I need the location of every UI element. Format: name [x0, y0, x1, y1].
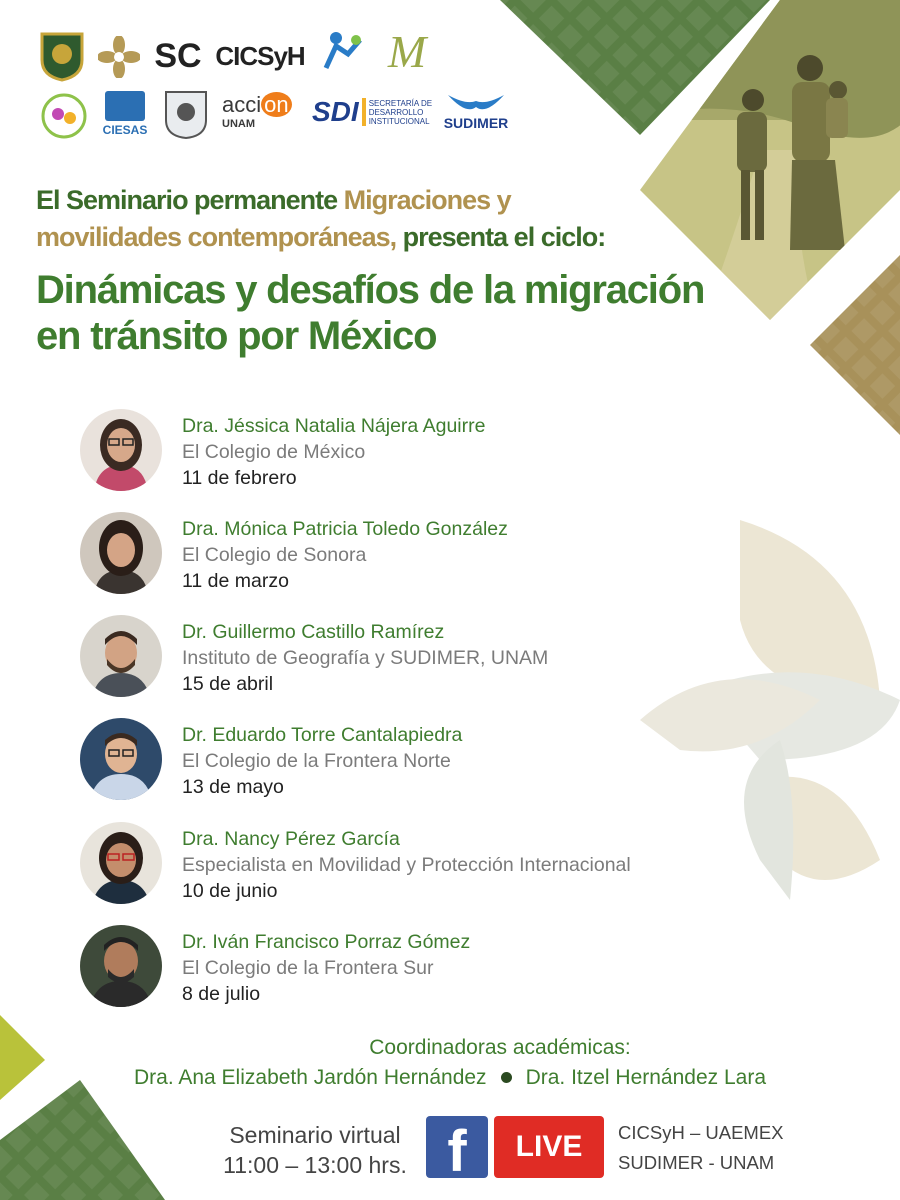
speaker-item: [80, 615, 720, 701]
speaker-name: Dr. Guillermo Castillo Ramírez: [182, 621, 445, 643]
speaker-item: [80, 822, 720, 908]
session-time: 11:00 – 13:00 hrs.: [223, 1152, 407, 1178]
sdi-sub-3: INSTITUCIONAL: [368, 116, 430, 126]
speaker-item: [80, 512, 720, 598]
speaker-institution: El Colegio de México: [182, 441, 366, 463]
speaker-photo: [80, 409, 162, 491]
speaker-institution: El Colegio de la Frontera Norte: [182, 750, 451, 772]
sdi-bar-icon: [362, 98, 366, 126]
speaker-date: 11 de febrero: [182, 467, 297, 489]
speaker-date: 8 de julio: [182, 983, 261, 1005]
ciesas-logo: [102, 88, 148, 140]
headline-migraciones: Migraciones y: [343, 185, 511, 215]
cycle-title-line-1: Dinámicas y desafíos de la migración: [36, 268, 705, 312]
procesos-sociales-logo: [316, 28, 370, 78]
speaker-photo: [80, 615, 162, 697]
person-portrait-icon: [80, 718, 162, 800]
bullet-icon: [501, 1072, 512, 1083]
speaker-photo: [80, 512, 162, 594]
network-circle-icon: [40, 92, 88, 140]
speaker-photo: [80, 822, 162, 904]
speaker-institution: El Colegio de Sonora: [182, 544, 367, 566]
coordinators-title: Coordinadoras académicas:: [369, 1036, 631, 1059]
speaker-institution: El Colegio de la Frontera Sur: [182, 957, 434, 979]
accion-on-text: on: [261, 92, 291, 117]
speaker-name: Dra. Nancy Pérez García: [182, 828, 400, 850]
speaker-name: Dra. Mónica Patricia Toledo González: [182, 518, 508, 540]
person-portrait-icon: [80, 409, 162, 491]
sudimer-text: SUDIMER: [443, 115, 509, 131]
speaker-photo: [80, 925, 162, 1007]
headline-seminario: El Seminario permanente: [36, 185, 344, 215]
unam-logo: [162, 88, 210, 140]
speaker-date: 10 de junio: [182, 880, 278, 902]
ciesas-label: CIESAS: [102, 123, 148, 137]
session-info: [220, 1120, 410, 1180]
headline-movilidades: movilidades contemporáneas,: [36, 222, 397, 252]
speaker-item: [80, 925, 720, 1011]
speaker-name: Dr. Iván Francisco Porraz Gómez: [182, 931, 471, 953]
organizers: [618, 1118, 784, 1178]
person-portrait-icon: [80, 512, 162, 594]
person-portrait-icon: [80, 822, 162, 904]
circle-network-logo: [40, 92, 88, 140]
sc-logo: SC: [154, 37, 202, 75]
speaker-institution: Especialista en Movilidad y Protección Internacional: [182, 854, 631, 876]
session-mode: Seminario virtual: [229, 1122, 401, 1148]
speaker-item: [80, 409, 720, 495]
sdi-sub-1: SECRETARÍA DE: [368, 98, 433, 108]
uaemex-crest-icon: [36, 30, 88, 82]
headline-line-2: [36, 222, 605, 253]
speaker-date: 11 de marzo: [182, 570, 289, 592]
speaker-name: Dra. Jéssica Natalia Nájera Aguirre: [182, 415, 486, 437]
organizer-2: SUDIMER - UNAM: [618, 1152, 775, 1173]
speaker-item: [80, 718, 720, 804]
person-portrait-icon: [80, 615, 162, 697]
sudimer-logo: [440, 90, 512, 134]
accion-sub: UNAM: [222, 118, 255, 130]
wings-icon: [446, 93, 506, 115]
flower-logo: [98, 36, 140, 78]
cycle-title-line-2: en tránsito por México: [36, 314, 437, 358]
speaker-name: Dr. Eduardo Torre Cantalapiedra: [182, 724, 463, 746]
coordinators-names: [134, 1066, 766, 1090]
headline-line-1: [36, 185, 511, 216]
sdi-sub-2: DESARROLLO: [368, 107, 424, 117]
organizer-1: CICSyH – UAEMEX: [618, 1122, 784, 1143]
ciesas-emblem-icon: [105, 91, 145, 121]
speaker-photo: [80, 718, 162, 800]
sdi-logo: [312, 96, 434, 128]
coordinator-name: Dra. Ana Elizabeth Jardón Hernández: [134, 1066, 487, 1089]
person-portrait-icon: [80, 925, 162, 1007]
cicsyh-logo: CICSyH: [215, 41, 305, 71]
facebook-glyph: f: [447, 1119, 467, 1184]
speaker-institution: Instituto de Geografía y SUDIMER, UNAM: [182, 647, 549, 669]
m-logo: M: [387, 25, 427, 77]
unam-crest-icon: [162, 88, 210, 140]
flower-icon: [98, 36, 140, 78]
accion-unam-logo: [222, 88, 302, 134]
uaemex-logo: [36, 30, 88, 82]
speaker-date: 15 de abril: [182, 673, 274, 695]
dancers-icon: [316, 28, 370, 78]
live-badge: LIVE: [494, 1116, 604, 1178]
coordinator-name: Dra. Itzel Hernández Lara: [525, 1066, 767, 1089]
headline-presenta: presenta el ciclo:: [396, 222, 606, 252]
facebook-icon: [426, 1116, 488, 1184]
speaker-date: 13 de mayo: [182, 776, 284, 798]
sdi-text: SDI: [312, 96, 359, 127]
accion-text: acci: [222, 92, 262, 117]
